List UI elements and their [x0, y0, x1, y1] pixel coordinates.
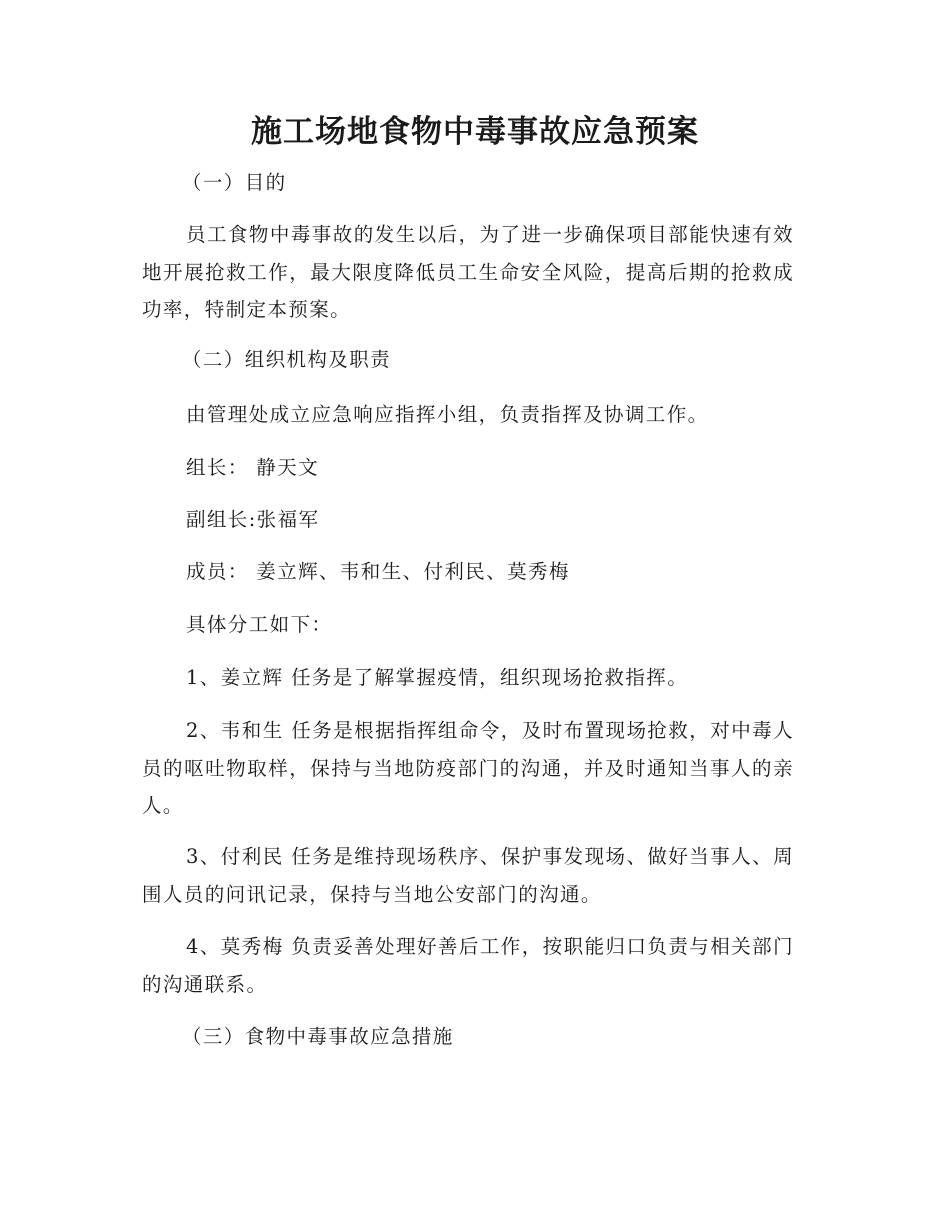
document-title: 施工场地食物中毒事故应急预案 [251, 114, 699, 150]
section-heading-organization: （二）组织机构及职责 [182, 348, 392, 371]
paragraph-team-leader: 组长： 静天文 [186, 456, 319, 479]
section-heading-purpose: （一）目的 [182, 171, 287, 194]
paragraph-purpose-body: 员工食物中毒事故的发生以后，为了进一步确保项目部能快速有效地开展抢救工作，最大限度降低员工生命安全风险，提高后期的抢救成功率，特制定本预案。 [142, 223, 794, 321]
section-heading-measures: （三）食物中毒事故应急措施 [182, 1025, 454, 1048]
paragraph-duty-2: 2、韦和生 任务是根据指挥组命令，及时布置现场抢救，对中毒人员的呕吐物取样，保持与当地防疫部门的沟通，并及时通知当事人的亲人。 [142, 719, 794, 817]
paragraph-duty-3: 3、付利民 任务是维持现场秩序、保护事发现场、做好当事人、周围人员的问讯记录，保持与当地公安部门的沟通。 [142, 845, 794, 906]
paragraph-duty-1: 1、姜立辉 任务是了解掌握疫情，组织现场抢救指挥。 [186, 666, 689, 689]
paragraph-members: 成员： 姜立辉、韦和生、付利民、莫秀梅 [186, 560, 570, 583]
paragraph-division-intro: 具体分工如下： [186, 613, 333, 636]
paragraph-organization-intro: 由管理处成立应急响应指挥小组，负责指挥及协调工作。 [186, 403, 709, 426]
paragraph-deputy-leader: 副组长:张福军 [186, 508, 320, 531]
paragraph-duty-4: 4、莫秀梅 负责妥善处理好善后工作，按职能归口负责与相关部门的沟通联系。 [142, 935, 794, 996]
